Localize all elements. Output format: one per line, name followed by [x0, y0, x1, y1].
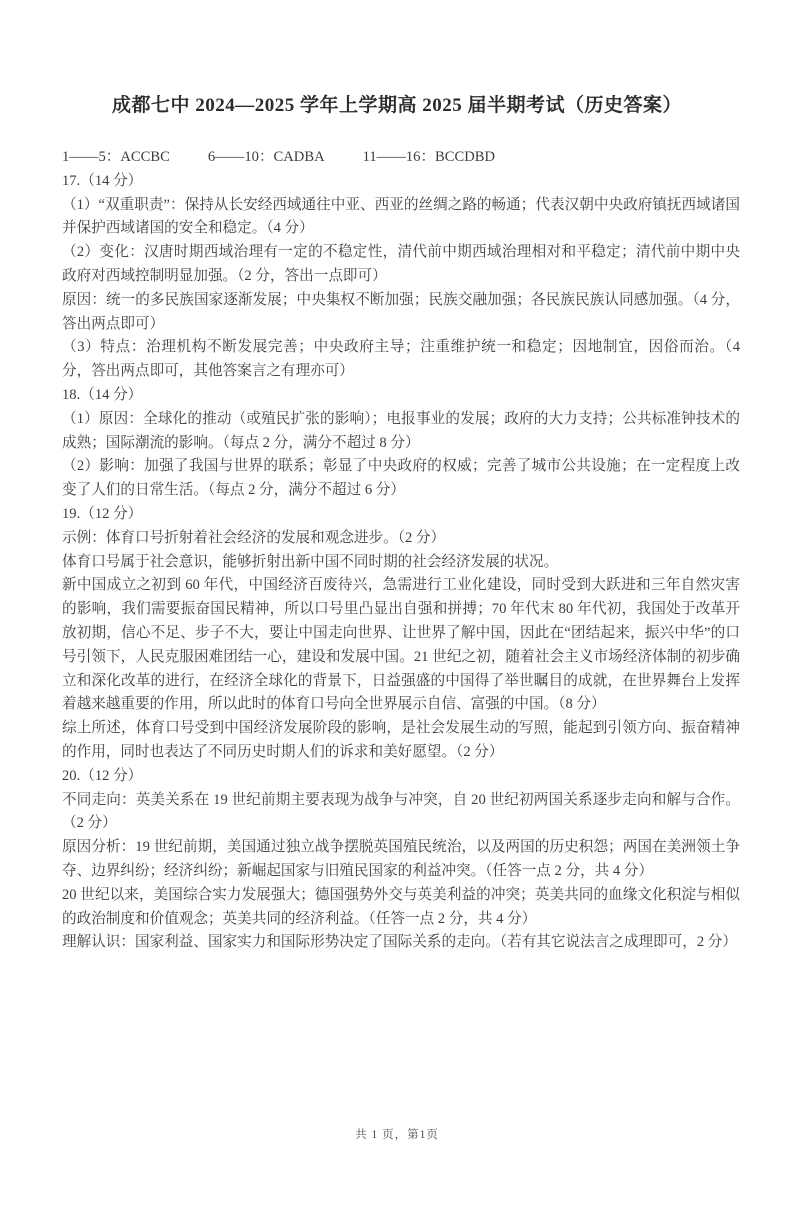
answer-paragraph: （1）“双重职责”：保持从长安经西域通往中亚、西亚的丝绸之路的畅通；代表汉朝中央政府镇抚西域诸国并保护西域诸国的安全和稳定。（4 分）	[62, 196, 740, 237]
section-question-20	[62, 765, 740, 955]
section-heading-q19: 19.（12 分）	[62, 505, 143, 522]
section-heading-q20: 20.（12 分）	[62, 767, 143, 784]
answer-paragraph: 体育口号属于社会意识，能够折射出新中国不同时期的社会经济发展的状况。	[62, 553, 559, 570]
answer-key-group-1-5: 1——5：ACCBC	[62, 149, 170, 165]
answer-paragraph: 理解认识：国家利益、国家实力和国际形势决定了国际关系的走向。（若有其它说法言之成理即可，2 分）	[62, 934, 737, 951]
answer-paragraph: 综上所述，体育口号受到中国经济发展阶段的影响，是社会发展生动的写照，能起到引领方向、振奋精神的作用，同时也表达了不同历史时期人们的诉求和美好愿望。（2 分）	[62, 720, 740, 760]
section-question-18	[62, 384, 740, 503]
document-title: 成都七中 2024—2025 学年上学期高 2025 届半期考试（历史答案）	[111, 95, 682, 116]
answer-key-group-6-10: 6——10：CADBA	[207, 149, 325, 165]
section-heading-q17: 17.（14 分）	[62, 172, 143, 189]
answer-paragraph: 示例：体育口号折射着社会经济的发展和观念进步。（2 分）	[62, 529, 446, 546]
answer-paragraph: （2）影响：加强了我国与世界的联系；彰显了中央政府的权威；完善了城市公共设施；在一定程度上改变了人们的日常生活。（每点 2 分，满分不超过 6 分）	[62, 458, 740, 499]
document-body	[0, 146, 794, 955]
answer-paragraph: 不同走向：英美关系在 19 世纪前期主要表现为战争与冲突，自 20 世纪初两国关系逐步走向和解与合作。（2 分）	[62, 791, 740, 832]
answer-paragraph: 原因分析：19 世纪前期，美国通过独立战争摆脱英国殖民统治，以及两国的历史积怨；两国在美洲领土争夺、边界纠纷；经济纠纷；新崛起国家与旧殖民国家的利益冲突。（任答一点 2 分，共 4 分）	[62, 839, 740, 879]
answer-paragraph: （1）原因：全球化的推动（或殖民扩张的影响）；电报事业的发展；政府的大力支持；公共标准钟技术的成熟；国际潮流的影响。（每点 2 分，满分不超过 8 分）	[62, 410, 740, 451]
section-heading-q18: 18.（14 分）	[62, 386, 143, 403]
answer-paragraph: （3）特点：治理机构不断发展完善；中央政府主导；注重维护统一和稳定；因地制宜，因俗而治。（4 分，答出两点即可，其他答案言之有理亦可）	[62, 339, 740, 380]
answer-paragraph: 新中国成立之初到 60 年代，中国经济百废待兴，急需进行工业化建设，同时受到大跃进和三年自然灾害的影响，我们需要振奋国民精神，所以口号里凸显出自强和拼搏；70 年代末 80 年代初，我国处于改革开放初期，信心不足、步子不大，要让中国走向世界、让世界了解中国，因此在“团结起来，振兴中华”的口号引领下，人民克服困难团结一心，建设和发展中国。21 世纪之初，随着社会主义市场经济体制的初步确立和深化改革的进行，在经济全球化的背景下，日益强盛的中国得了举世瞩目的成就，在世界舞台上发挥着越来越重要的作用，所以此时的体育口号向全世界展示自信、富强的中国。（8 分）	[62, 577, 740, 713]
answer-paragraph: 20 世纪以来，美国综合实力发展强大；德国强势外交与英美利益的冲突；英美共同的血缘文化积淀与相似的政治制度和价值观念；英美共同的经济利益。（任答一点 2 分，共 4 分）	[62, 886, 740, 927]
answer-paragraph: （2）变化：汉唐时期西域治理有一定的不稳定性，清代前中期西域治理相对和平稳定；清代前中期中央政府对西域控制明显加强。（2 分，答出一点即可）	[62, 244, 740, 284]
section-question-17	[62, 170, 740, 384]
document-page	[0, 94, 794, 1217]
section-question-19	[62, 503, 740, 765]
page-number-footer: 共 1 页，第1页	[355, 1129, 439, 1141]
answer-paragraph: 原因：统一的多民族国家逐渐发展；中央集权不断加强；民族交融加强；各民族民族认同感加强。（4 分，答出两点即可）	[62, 291, 740, 332]
answer-key-group-11-16: 11——16：BCCDBD	[362, 149, 496, 165]
multiple-choice-answer-key	[62, 146, 740, 170]
